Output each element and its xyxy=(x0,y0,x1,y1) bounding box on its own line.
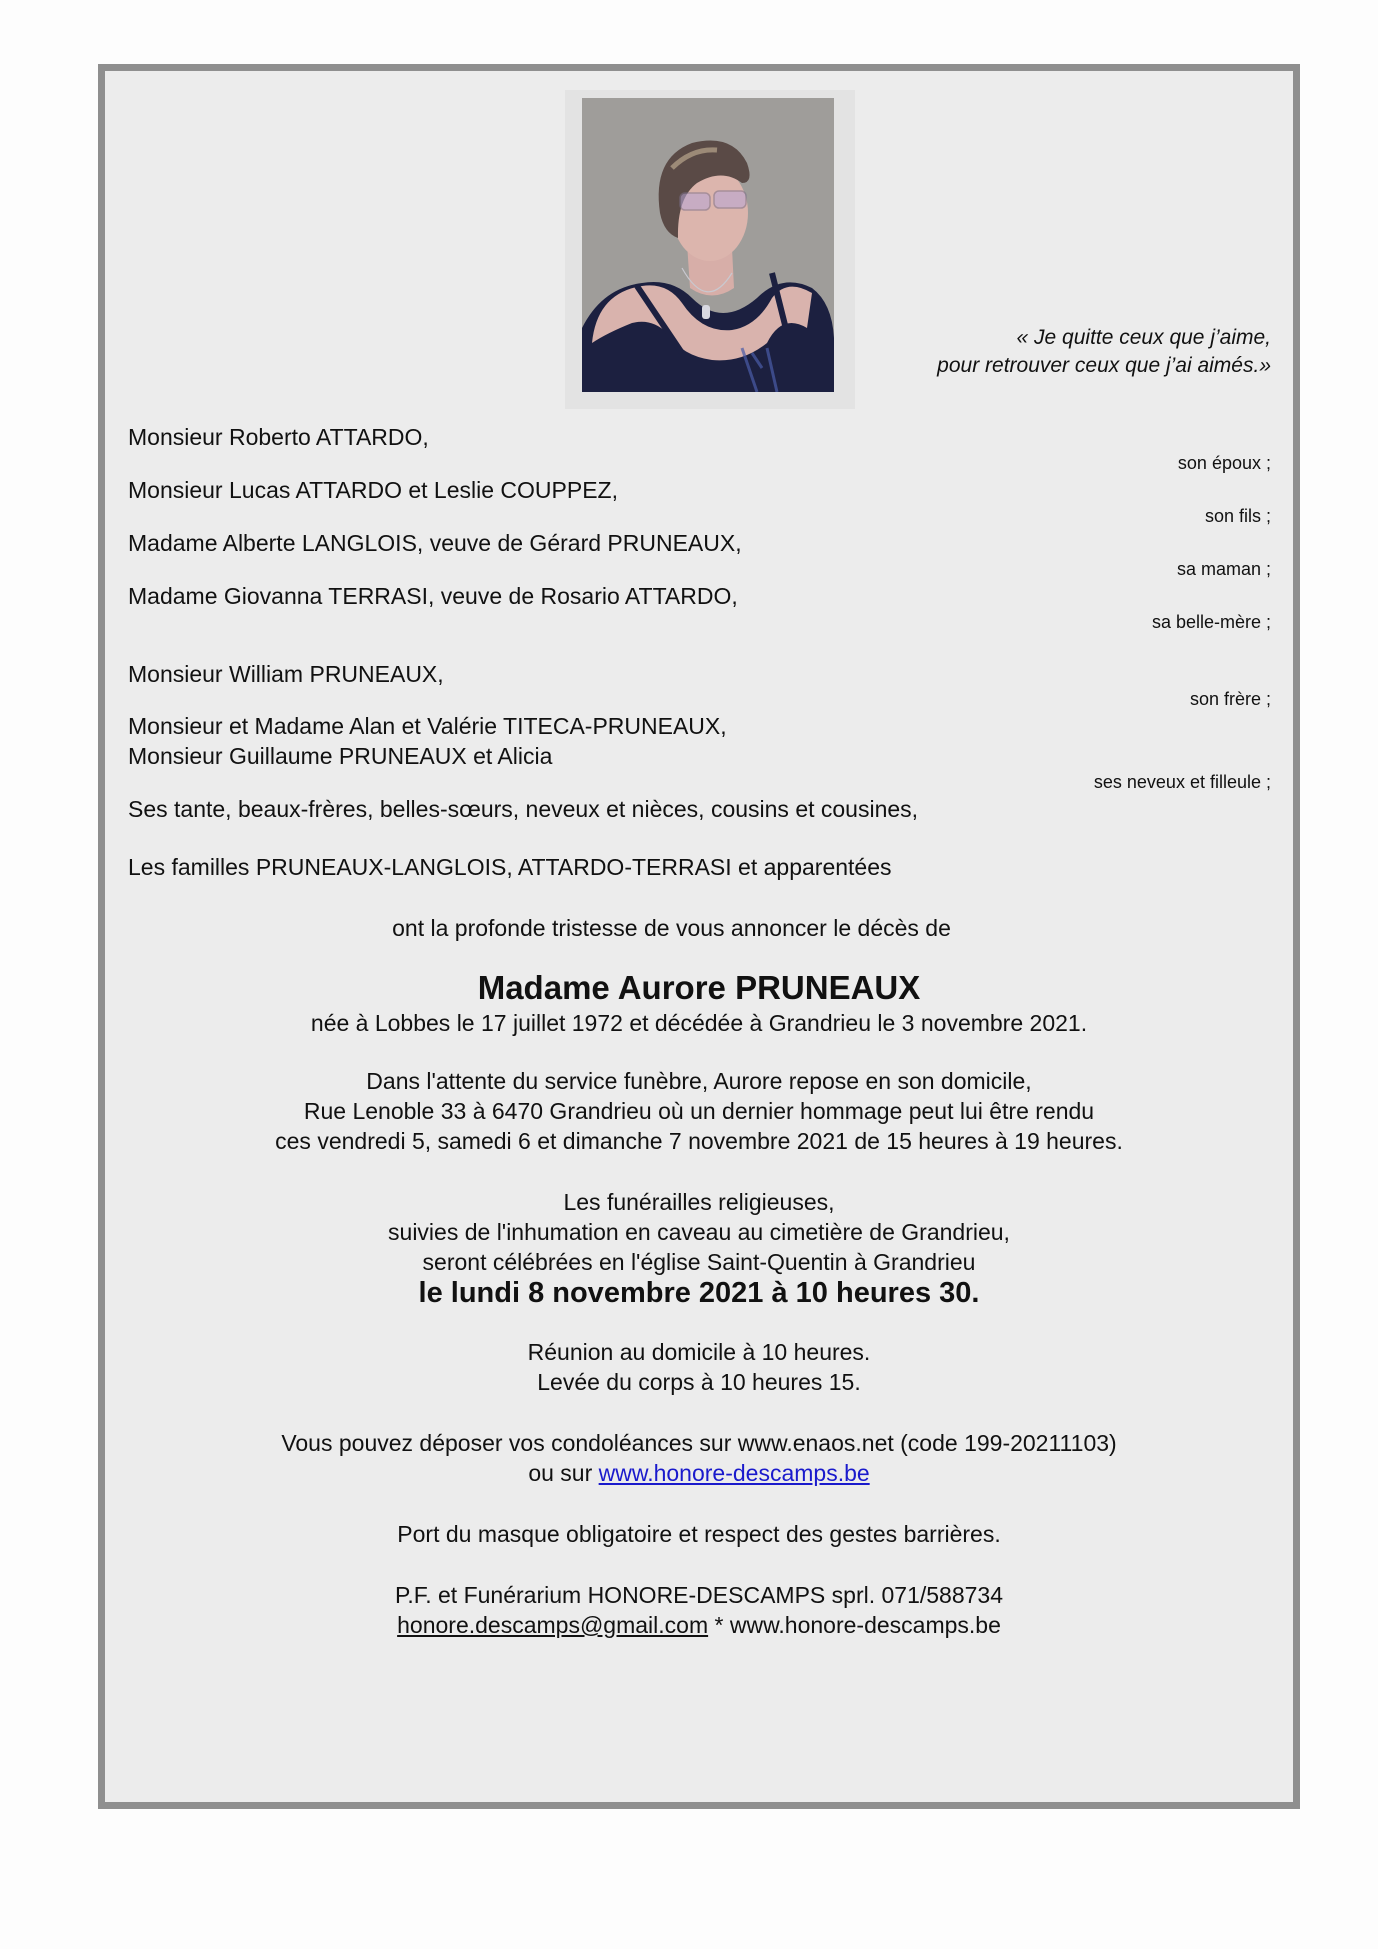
funeral-line: seront célébrées en l'église Saint-Quentin à Grandrieu xyxy=(422,1249,976,1275)
family-member-relation: son frère ; xyxy=(1189,689,1271,709)
obituary-card xyxy=(98,64,1300,1809)
visitation-line: ces vendredi 5, samedi 6 et dimanche 7 novembre 2021 de 15 heures à 19 heures. xyxy=(275,1128,1123,1154)
funeral-home-website-link[interactable]: www.honore-descamps.be xyxy=(598,1460,870,1486)
families: Les familles PRUNEAUX-LANGLOIS, ATTARDO-TERRASI et apparentées xyxy=(128,854,892,880)
funeral-home-email-link[interactable]: honore.descamps@gmail.com xyxy=(397,1612,709,1638)
portrait-photo xyxy=(582,98,834,392)
family-member-name: Monsieur William PRUNEAUX, xyxy=(128,661,444,687)
announcement: ont la profonde tristesse de vous annoncer le décès de xyxy=(392,915,951,941)
funeral-home-links xyxy=(105,1610,1293,1640)
quote-line: pour retrouver ceux que j’ai aimés.» xyxy=(937,354,1271,377)
condolences-link-line xyxy=(105,1458,1293,1488)
family-member-relation: son fils ; xyxy=(1204,506,1271,526)
family-member-name: Madame Giovanna TERRASI, veuve de Rosario ATTARDO, xyxy=(128,583,738,609)
family-member-name: Monsieur Roberto ATTARDO, xyxy=(128,424,429,450)
funeral-home-contact: P.F. et Funérarium HONORE-DESCAMPS sprl. 071/588734 xyxy=(394,1582,1004,1608)
photo-frame xyxy=(565,90,855,409)
condolences-prefix: ou sur xyxy=(528,1460,599,1486)
funeral-line: Les funérailles religieuses, xyxy=(563,1189,835,1215)
family-member-relation: son époux ; xyxy=(1177,453,1271,473)
mask-notice: Port du masque obligatoire et respect des gestes barrières. xyxy=(397,1521,1001,1547)
deceased-name: Madame Aurore PRUNEAUX xyxy=(477,969,921,1006)
family-member-name: Monsieur et Madame Alan et Valérie TITECA-PRUNEAUX, xyxy=(128,713,727,739)
visitation-line: Rue Lenoble 33 à 6470 Grandrieu où un dernier hommage peut lui être rendu xyxy=(303,1098,1095,1124)
family-member-name: Madame Alberte LANGLOIS, veuve de Gérard PRUNEAUX, xyxy=(128,530,742,556)
funeral-home-website: www.honore-descamps.be xyxy=(729,1612,1001,1638)
family-member-relation: sa belle-mère ; xyxy=(1151,612,1271,632)
meeting-time: Réunion au domicile à 10 heures. xyxy=(527,1339,871,1365)
visitation-line: Dans l'attente du service funèbre, Aurore repose en son domicile, xyxy=(366,1068,1032,1094)
separator: * xyxy=(708,1612,730,1638)
family-member-name: Monsieur Guillaume PRUNEAUX et Alicia xyxy=(128,743,553,769)
quote-line: « Je quitte ceux que j’aime, xyxy=(1016,326,1271,349)
family-member-relation: ses neveux et filleule ; xyxy=(1093,772,1271,792)
departure-time: Levée du corps à 10 heures 15. xyxy=(537,1369,861,1395)
funeral-datetime: le lundi 8 novembre 2021 à 10 heures 30. xyxy=(418,1277,980,1309)
quote xyxy=(937,324,1271,380)
extended-family: Ses tante, beaux-frères, belles-sœurs, neveux et nièces, cousins et cousines, xyxy=(128,796,919,822)
family-member-name: Monsieur Lucas ATTARDO et Leslie COUPPEZ, xyxy=(128,477,618,503)
deceased-dates: née à Lobbes le 17 juillet 1972 et décédée à Grandrieu le 3 novembre 2021. xyxy=(310,1010,1088,1036)
family-member-relation: sa maman ; xyxy=(1176,559,1271,579)
funeral-line: suivies de l'inhumation en caveau au cimetière de Grandrieu, xyxy=(388,1219,1010,1245)
condolences-line: Vous pouvez déposer vos condoléances sur www.enaos.net (code 199-20211103) xyxy=(281,1430,1117,1456)
